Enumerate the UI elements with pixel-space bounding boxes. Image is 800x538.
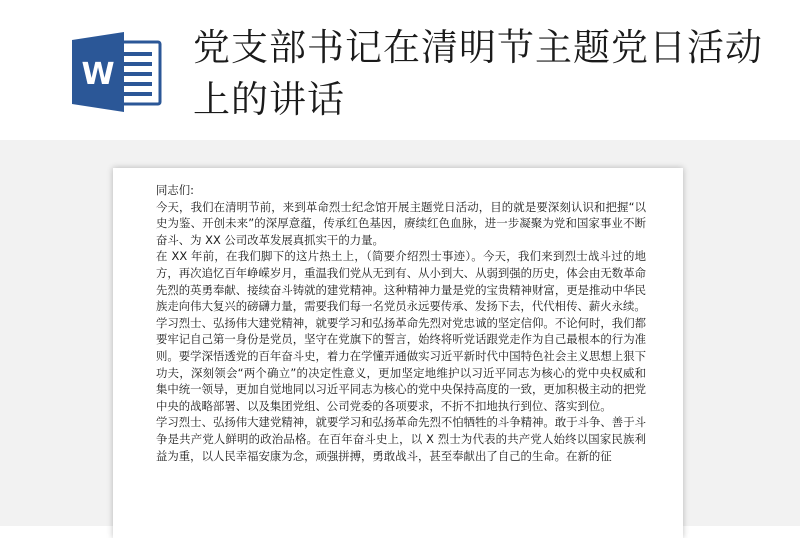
page-title: 党支部书记在清明节主题党日活动上的讲话 <box>193 26 763 121</box>
word-doc-icon <box>68 32 164 112</box>
document-body <box>156 182 646 464</box>
paragraph: 今天，我们在清明节前，来到革命烈士纪念馆开展主题党日活动，目的就是要深刻认识和把握“以史为鉴、开创未来”的深厚意蕴，传承红色基因，赓续红色血脉，进一步凝聚为党和国家事业不断奋斗、为 XX 公司改革发展真抓实干的力量。 <box>156 199 646 247</box>
document-page <box>113 168 683 538</box>
paragraph: 学习烈士、弘扬伟大建党精神，就要学习和弘扬革命先烈不怕牺牲的斗争精神。敢于斗争、善于斗争是共产党人鲜明的政治品格。在百年奋斗史上，以 X 烈士为代表的共产党人始终以国家民族利益为重，以人民幸福安康为念，顽强拼搏，勇敢战斗，甚至奉献出了自己的生命。在新的征 <box>156 415 646 463</box>
paragraph: 学习烈士、弘扬伟大建党精神，就要学习和弘扬革命先烈对党忠诚的坚定信仰。不论何时，我们都要牢记自己第一身份是党员，坚守在党旗下的誓言，始终将听党话跟党走作为自己最根本的行为准则。要学深悟透党的百年奋斗史，着力在学懂弄通做实习近平新时代中国特色社会主义思想上狠下功夫，深刻领会“两个确立”的决定性意义，更加坚定地维护以习近平同志为核心的党中央权威和集中统一领导，更加自觉地同以习近平同志为核心的党中央保持高度的一致，更加积极主动的把党中央的战略部署、以及集团党组、公司党委的各项要求，不折不扣地执行到位、落实到位。 <box>156 315 646 413</box>
paragraph: 在 XX 年前，在我们脚下的这片热土上，（简要介绍烈士事迹）。今天，我们来到烈士战斗过的地方，再次追忆百年峥嵘岁月，重温我们党从无到有、从小到大、从弱到强的历史，体会由无数革命先烈的英勇奉献、接续奋斗铸就的建党精神。这种精神力量是党的宝贵精神财富，更是推动中华民族走向伟大复兴的磅礴力量，需要我们每一名党员永远要传承、发扬下去，代代相传、薪火永续。 <box>156 249 646 314</box>
paragraph-greeting: 同志们: <box>156 183 195 197</box>
header-banner <box>0 0 800 140</box>
svg-text:W: W <box>81 57 115 92</box>
